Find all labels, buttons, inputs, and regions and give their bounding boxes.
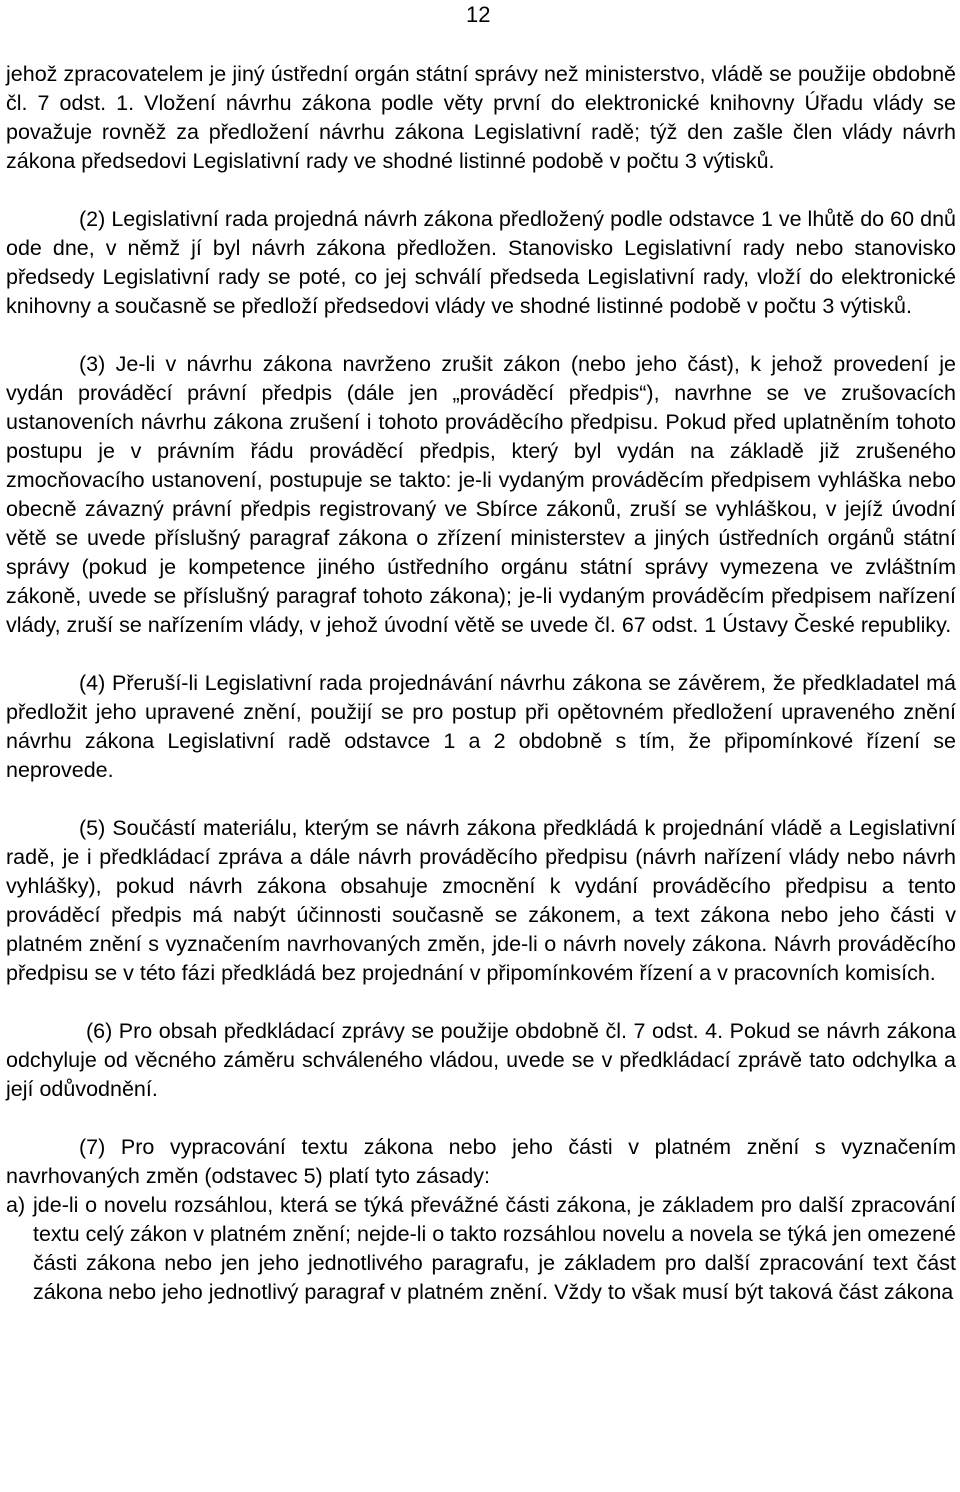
paragraph-3: (3) Je-li v návrhu zákona navrženo zrušit zákon (nebo jeho část), k jehož provedení je vydán prováděcí právní předpis (dále jen „prováděcí předpis“), navrhne se ve zrušovacích ustanoveních návrhu zákona zrušení i tohoto prováděcího předpisu. Pokud před uplatněním tohoto postupu je v právním řádu prováděcí předpis, který byl vydán na základě již zrušeného zmocňovacího ustanovení, postupuje se takto: je-li vydaným prováděcím předpisem vyhláška nebo obecně závazný právní předpis registrovaný ve Sbírce zákonů, zruší se vyhláškou, v jejíž úvodní větě se uvede příslušný paragraf zákona o zřízení ministerstev a jiných ústředních orgánů státní správy (pokud je kompetence jiného ústředního orgánu státní správy vymezena ve zvláštním zákoně, uvede se příslušný paragraf tohoto zákona); je-li vydaným prováděcím předpisem nařízení vlády, zruší se nařízením vlády, v jehož úvodní větě se uvede čl. 67 odst. 1 Ústavy České republiky. (6, 352, 956, 637)
paragraph-2: (2) Legislativní rada projedná návrh zákona předložený podle odstavce 1 ve lhůtě do 60 dnů ode dne, v němž jí byl návrh zákona předložen. Stanovisko Legislativní rady nebo stanovisko předsedy Legislativní rady se poté, co jej schválí předseda Legislativní rady, vloží do elektronické knihovny a současně se předloží předsedovi vlády ve shodné listinné podobě v počtu 3 výtisků. (6, 207, 956, 318)
page-number: 12 (466, 2, 491, 27)
rules-list (6, 1191, 956, 1307)
paragraph-6: (6) Pro obsah předkládací zprávy se použije obdobně čl. 7 odst. 4. Pokud se návrh zákona odchyluje od věcného záměru schváleného vládou, uvede se v předkládací zprávě tato odchylka a její odůvodnění. (6, 1019, 956, 1101)
document-body (6, 60, 956, 1307)
list-item-text: jde-li o novelu rozsáhlou, která se týká převážné části zákona, je základem pro další zpracování textu celý zákon v platném znění; nejde-li o takto rozsáhlou novelu a novela se týká jen omezené části zákona nebo jen jeho jednotlivého paragrafu, je základem pro další zpracování text část zákona nebo jeho jednotlivý paragraf v platném znění. Vždy to však musí být taková část zákona (33, 1193, 956, 1304)
list-item (6, 1191, 956, 1307)
paragraph-7: (7) Pro vypracování textu zákona nebo jeho části v platném znění s vyznačením navrhovaných změn (odstavec 5) platí tyto zásady: (6, 1135, 956, 1188)
list-marker: a) (6, 1193, 26, 1217)
paragraph-5: (5) Součástí materiálu, kterým se návrh zákona předkládá k projednání vládě a Legislativní radě, je i předkládací zpráva a dále návrh prováděcího předpisu (návrh nařízení vlády nebo návrh vyhlášky), pokud návrh zákona obsahuje zmocnění k vydání prováděcího předpisu a tento prováděcí předpis má nabýt účinnosti současně se zákonem, a text zákona nebo jeho části v platném znění s vyznačením navrhovaných změn, jde-li o návrh novely zákona. Návrh prováděcího předpisu se v této fázi předkládá bez projednání v připomínkovém řízení a v pracovních komisích. (6, 816, 956, 985)
paragraph-continuation: jehož zpracovatelem je jiný ústřední orgán státní správy než ministerstvo, vládě se použije obdobně čl. 7 odst. 1. Vložení návrhu zákona podle věty první do elektronické knihovny Úřadu vlády se považuje rovněž za předložení návrhu zákona Legislativní radě; týž den zašle člen vlády návrh zákona předsedovi Legislativní rady ve shodné listinné podobě v počtu 3 výtisků. (6, 62, 956, 173)
paragraph-4: (4) Přeruší-li Legislativní rada projednávání návrhu zákona se závěrem, že předkladatel má předložit jeho upravené znění, použijí se pro postup při opětovném předložení upraveného znění návrhu zákona Legislativní radě odstavce 1 a 2 obdobně s tím, že připomínkové řízení se neprovede. (6, 671, 956, 782)
